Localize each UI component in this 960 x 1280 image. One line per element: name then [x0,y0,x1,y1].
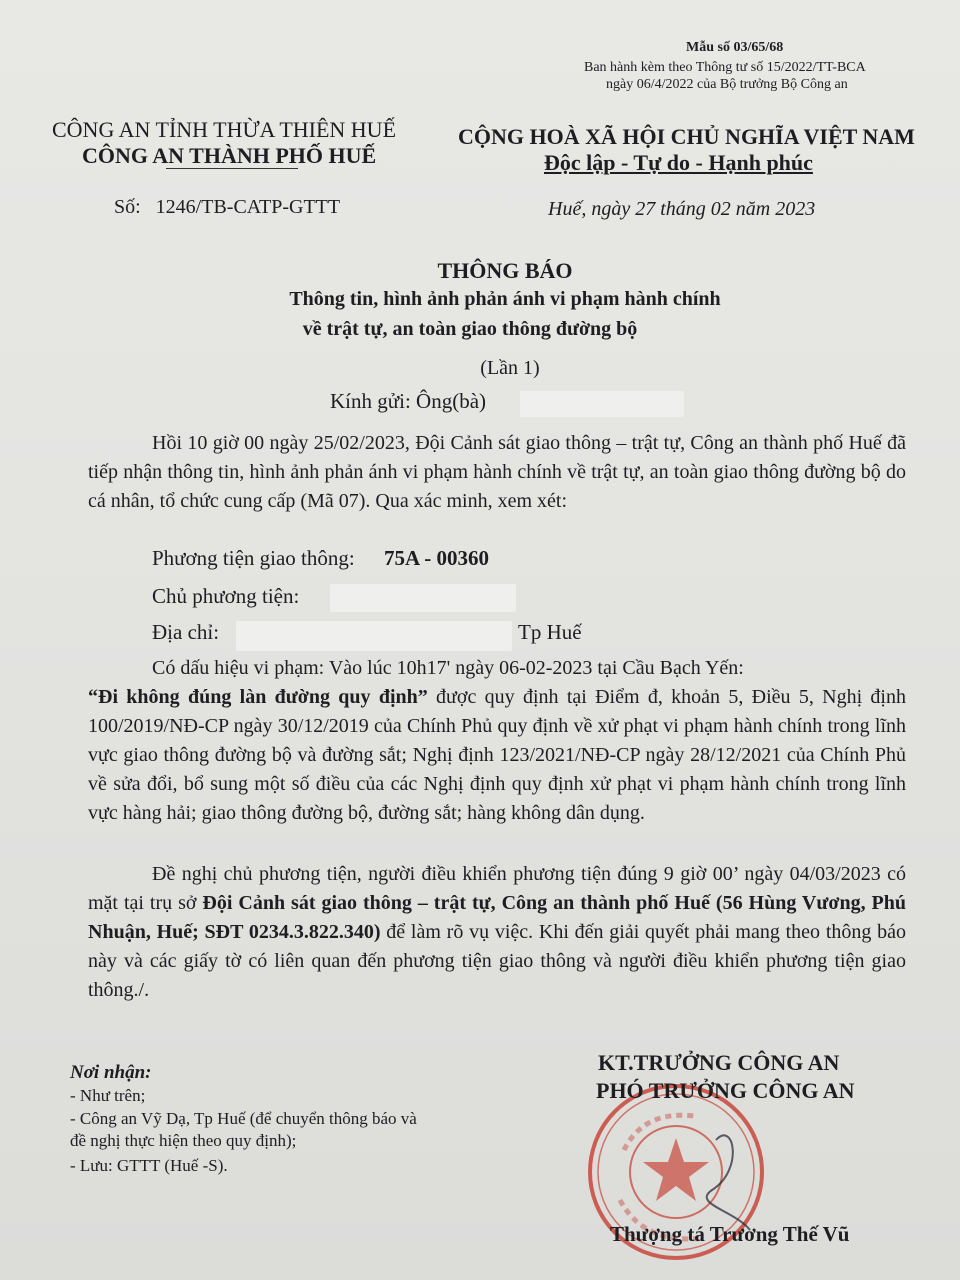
document-subtitle-2: về trật tự, an toàn giao thông đường bộ [302,318,638,340]
paragraph-violation [88,654,906,828]
violation-detail [88,683,906,828]
violation-intro: Có dấu hiệu vi phạm: Vào lúc 10h17' ngày 06-02-2023 tại Cầu Bạch Yến: [152,657,744,679]
document-title: THÔNG BÁO [437,258,573,283]
signer-title-1: KT.TRƯỞNG CÔNG AN [598,1050,840,1075]
date-line: Huế, ngày 27 tháng 02 năm 2023 [548,198,816,220]
agency-name: CÔNG AN THÀNH PHỐ HUẾ [82,143,377,168]
agency-underline [166,168,298,169]
request-part-2: để làm rõ vụ việc. Khi đến giải quyết phải mang theo thông báo này và các giấy tờ có liên quan đến phương tiện giao thông và người điều khiển phương tiện giao thông./. [88,921,907,1001]
violation-legal-basis: được quy định tại Điểm đ, khoản 5, Điều 5, Nghị định 100/2019/NĐ-CP ngày 30/12/2019 của Chính Phủ quy định về xử phạt vi phạm hành chính trong lĩnh vực giao thông đường bộ và đường sắt; Nghị định 123/2021/NĐ-CP ngày 28/12/2021 của Chính Phủ về sửa đổi, bổ sung một số điều của các Nghị định quy định xử phạt vi phạm hành chính trong lĩnh vực hàng hải; giao thông đường bộ, đường sắt; hàng không dân dụng. [88,686,906,824]
document-subtitle-1: Thông tin, hình ảnh phản ánh vi phạm hành chính [289,288,721,310]
national-motto: Độc lập - Tự do - Hạnh phúc [544,150,813,175]
notice-count: (Lần 1) [480,357,540,379]
signer-title-2: PHÓ TRƯỞNG CÔNG AN [596,1078,855,1103]
license-plate: 75A - 00360 [384,546,489,570]
redacted-address [236,621,512,651]
redacted-recipient-name [520,391,684,417]
request-place: Đội Cảnh sát giao thông – trật tự, Công an thành phố Huế (56 Hùng Vương, Phú Nhuận, Huế; SĐT 0234.3.822.340) [88,892,907,943]
signer-name: Thượng tá Trương Thế Vũ [610,1222,850,1246]
redacted-owner [330,584,516,612]
recipient-item: - Như trên; [70,1086,146,1105]
issued-with-line-1: Ban hành kèm theo Thông tư số 15/2022/TT-BCA [584,60,866,75]
paragraph-receipt [88,429,906,516]
request-part-1: Đề nghị chủ phương tiện, người điều khiển phương tiện đúng 9 giờ 00’ ngày 04/03/2023 có mặt tại trụ sở [88,863,906,914]
paragraph-receipt-text: Hồi 10 giờ 00 ngày 25/02/2023, Đội Cảnh sát giao thông – trật tự, Công an thành phố Huế đã tiếp nhận thông tin, hình ảnh phản ánh vi phạm hành chính về trật tự, an toàn giao thông đường bộ do cá nhân, tổ chức cung cấp (Mã 07). Qua xác minh, xem xét: [88,432,906,512]
vehicle-label: Phương tiện giao thông: [152,546,355,570]
recipients-heading: Nơi nhận: [70,1062,152,1083]
address-label: Địa chỉ: [152,620,220,644]
recipient-item: - Lưu: GTTT (Huế -S). [70,1156,228,1175]
recipient-item: - Công an Vỹ Dạ, Tp Huế (để chuyển thông báo và [70,1109,417,1128]
agency-parent: CÔNG AN TỈNH THỪA THIÊN HUẾ [52,117,397,142]
request-text [88,860,906,1005]
issued-with-line-2: ngày 06/4/2022 của Bộ trưởng Bộ Công an [606,77,848,92]
document-number: Số: 1246/TB-CATP-GTTT [114,196,341,218]
owner-label: Chủ phương tiện: [152,584,300,608]
nation-title: CỘNG HOÀ XÃ HỘI CHỦ NGHĨA VIỆT NAM [458,124,915,149]
address-city: Tp Huế [518,620,582,644]
recipient-item: đề nghị thực hiện theo quy định); [70,1131,297,1150]
salutation: Kính gửi: Ông(bà) [330,389,487,413]
paragraph-request [88,860,906,1005]
violation-offense: “Đi không đúng làn đường quy định” [88,686,428,708]
form-number: Mẫu số 03/65/68 [686,40,784,55]
